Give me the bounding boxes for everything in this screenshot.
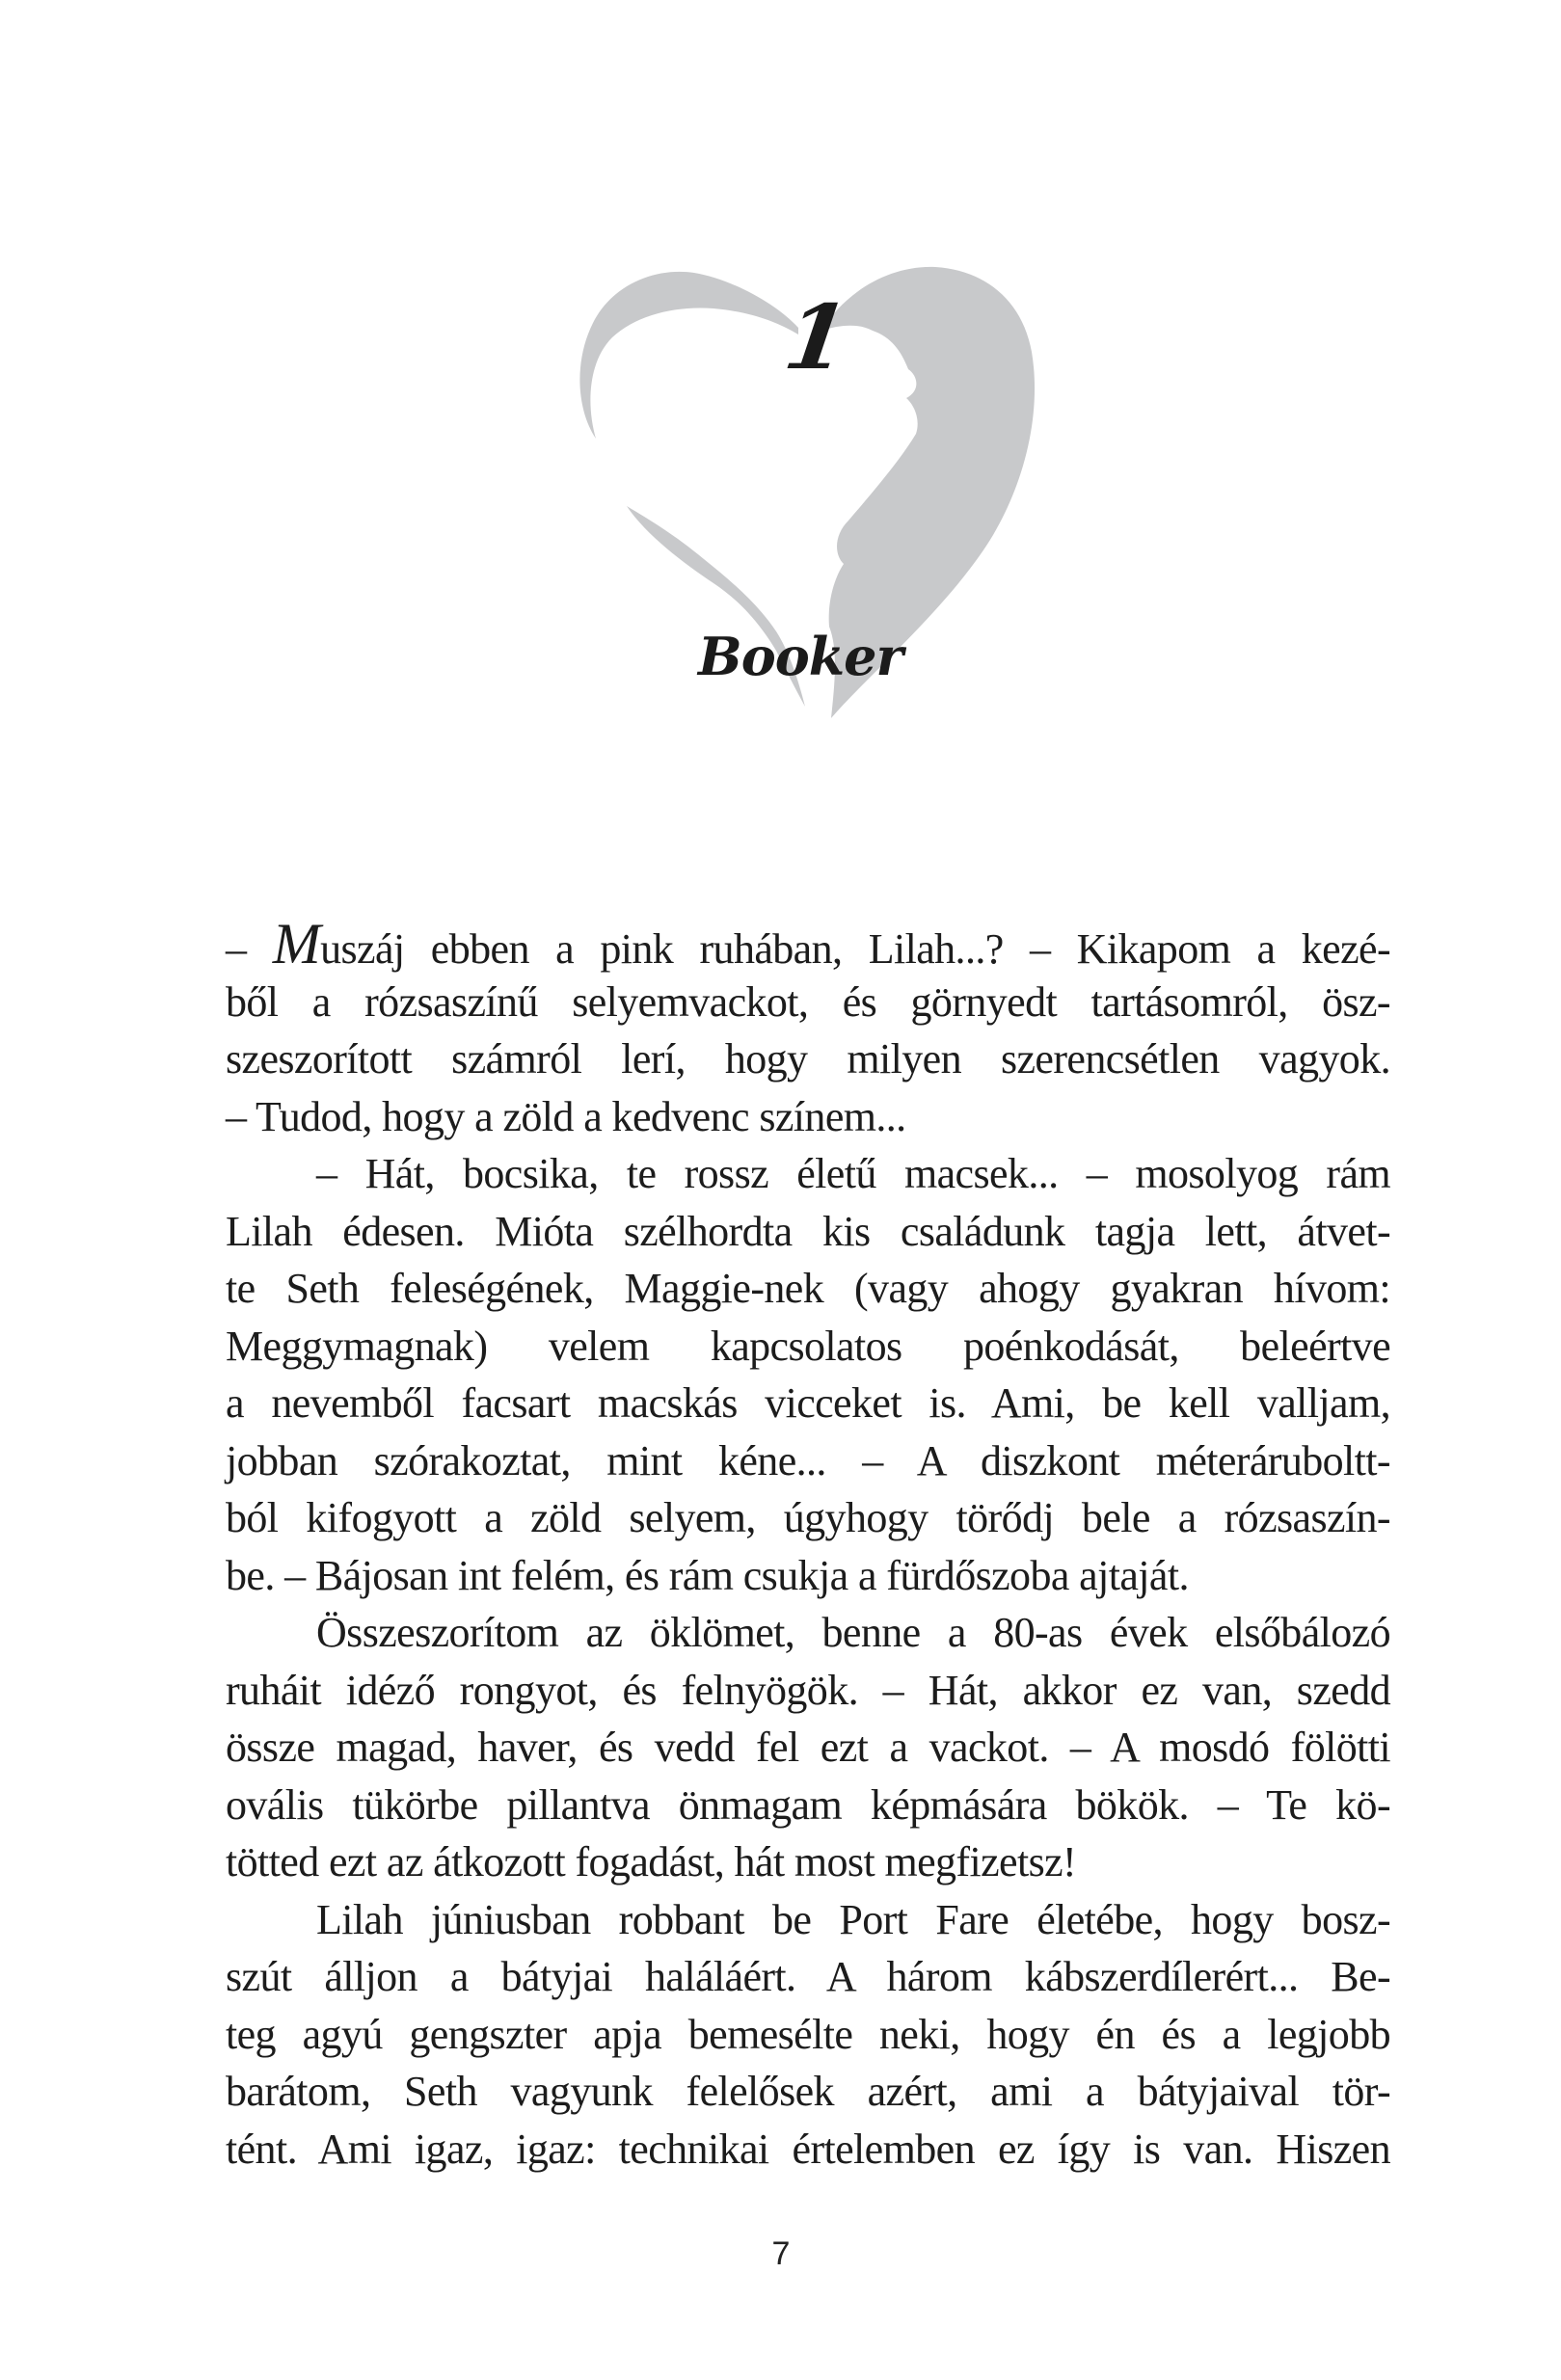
- text-line: szút álljon a bátyjai haláláért. A három kábszerdílerért... Be-: [226, 1953, 1390, 2000]
- chapter-body: [226, 912, 1390, 2178]
- text-line: – Hát, bocsika, te rossz életű macsek... – mosolyog rám: [316, 1150, 1390, 1197]
- chapter-title: Booker: [698, 626, 902, 687]
- text-line: tötted ezt az átkozott fogadást, hát most megfizetsz!: [226, 1838, 1077, 1885]
- text-line: teg agyú gengszter apja bemesélte neki, hogy én és a legjobb: [226, 2010, 1390, 2058]
- text-line: össze magad, haver, és vedd fel ezt a vackot. – A mosdó fölötti: [226, 1724, 1390, 1771]
- dash-prefix: –: [226, 925, 273, 973]
- text-line: tént. Ami igaz, igaz: technikai értelemben ez így is van. Hiszen: [226, 2125, 1390, 2173]
- text-line: be. – Bájosan int felém, és rám csukja a fürdőszoba ajtaját.: [226, 1551, 1189, 1599]
- text-line: Összeszorítom az öklömet, benne a 80-as évek elsőbálozó: [316, 1609, 1390, 1656]
- text-line: – Muszáj ebben a pink ruhában, Lilah...? – Kikapom a kezé-: [226, 912, 1390, 976]
- text-line: Meggymagnak) velem kapcsolatos poénkodását, beleértve: [226, 1322, 1390, 1370]
- text-line: te Seth feleségének, Maggie-nek (vagy ahogy gyakran hívom:: [226, 1265, 1390, 1312]
- page-number: 7: [771, 2235, 791, 2272]
- text-line: barátom, Seth vagyunk felelősek azért, ami a bátyjaival tör-: [226, 2068, 1390, 2115]
- chapter-number: 1: [778, 285, 855, 389]
- text-line: szeszorított számról lerí, hogy milyen szerencsétlen vagyok.: [226, 1035, 1390, 1083]
- text-line: Lilah édesen. Mióta szélhordta kis családunk tagja lett, átvet-: [226, 1207, 1390, 1255]
- text-line: a nevemből facsart macskás vicceket is. Ami, be kell valljam,: [226, 1379, 1390, 1427]
- text-line: ből a rózsaszínű selyemvackot, és görnyedt tartásomról, ösz-: [226, 977, 1390, 1026]
- drop-cap: M: [272, 912, 321, 976]
- text-line: – Tudod, hogy a zöld a kedvenc színem...: [226, 1092, 906, 1140]
- text-line: ruháit idéző rongyot, és felnyögök. – Hát, akkor ez van, szedd: [226, 1666, 1390, 1714]
- text-line: ovális tükörbe pillantva önmagam képmására bökök. – Te kö-: [226, 1780, 1390, 1829]
- text-line: Lilah júniusban robbant be Port Fare életébe, hogy bosz-: [316, 1895, 1390, 1943]
- text-line: jobban szórakoztat, mint kéne... – A diszkont méteráruboltt-: [226, 1436, 1390, 1484]
- text-line: ból kifogyott a zöld selyem, úgyhogy törődj bele a rózsaszín-: [226, 1494, 1390, 1541]
